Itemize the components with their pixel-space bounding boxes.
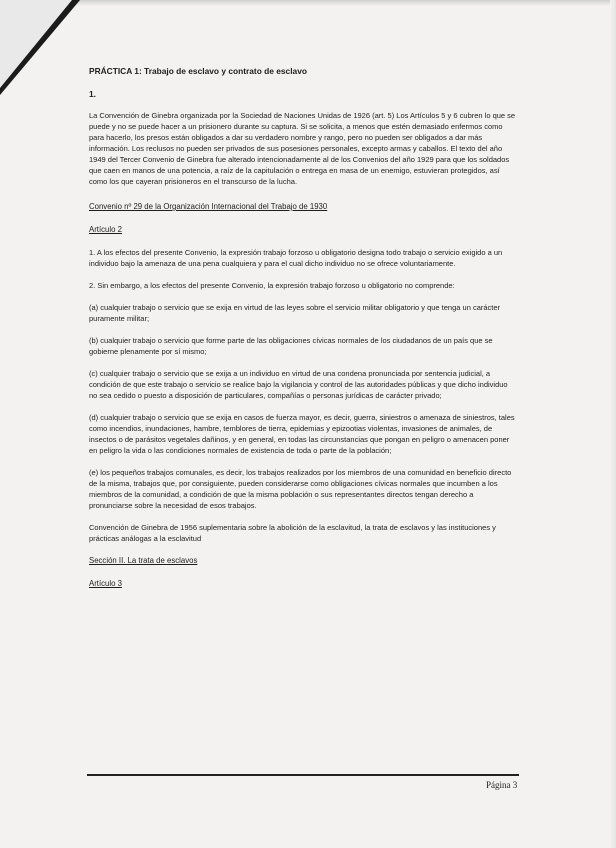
section-2-heading: Sección II. La trata de esclavos: [89, 556, 198, 565]
list-item-c: (c) cualquier trabajo o servicio que se exija a un individuo en virtud de una condena pronunciada por sentencia judicial, a condición de que este trabajo o servicio se realice bajo la vigilancia y control de las autoridades públicas y que dicho individuo no sea cedido o puesto a disposición de particulares, compañías o personas jurídicas de carácter privado;: [89, 369, 508, 400]
list-item-e: (e) los pequeños trabajos comunales, es decir, los trabajos realizados por los miembros de una comunidad en beneficio directo de la misma, trabajos que, por consiguiente, pueden considerarse como obligaciones cívicas normales que incumben a los miembros de la comunidad, a condición de que la misma población o sus representantes directos tengan derecho a pronunciarse sobre la necesidad de esos trabajos.: [89, 468, 512, 510]
intro-paragraph: La Convención de Ginebra organizada por la Sociedad de Naciones Unidas de 1926 (art. 5) Los Artículos 5 y 6 cubren lo que se puede y no se puede hacer a un prisionero durante su captura. Si se solicita, a menos que estén demasiado enfermos como para hacerlo, los presos están obligados a dar su verdadero nombre y rango, pero no pueden ser obligados a dar más información. Los reclusos no pueden ser privados de sus posesiones personales, excepto armas y caballos. El texto del año 1949 del Tercer Convenio de Ginebra fue alterado intencionadamente al de los Convenios del año 1929 para que los soldados que caen en manos de una potencia, a raíz de la capitulación o entrega en masa de un enemigo, estuvieran protegidos, así como los que cayeran prisioneros en el transcurso de la lucha.: [89, 111, 516, 186]
article-2-heading: Artículo 2: [89, 225, 122, 234]
article-3-heading: Artículo 3: [89, 579, 122, 588]
list-item-b: (b) cualquier trabajo o servicio que forme parte de las obligaciones cívicas normales de los ciudadanos de un país que se gobierne plenamente por sí mismo;: [89, 336, 493, 356]
article-2-paragraph-2: 2. Sin embargo, a los efectos del presente Convenio, la expresión trabajo forzoso u obligatorio no comprende:: [89, 281, 455, 290]
page-folded-corner: [0, 0, 72, 88]
document-title: PRÁCTICA 1: Trabajo de esclavo y contrato de esclavo: [89, 66, 307, 76]
convencion-1956-paragraph: Convención de Ginebra de 1956 suplementaria sobre la abolición de la esclavitud, la trata de esclavos y las instituciones y prácticas análogas a la esclavitud: [89, 523, 496, 543]
scan-right-shadow: [610, 0, 616, 848]
convenio-heading: Convenio nº 29 de la Organización Internacional del Trabajo de 1930: [89, 202, 328, 211]
document-body: [89, 66, 517, 601]
list-item-a: (a) cualquier trabajo o servicio que se exija en virtud de las leyes sobre el servicio militar obligatorio y que tenga un carácter puramente militar;: [89, 303, 501, 323]
footer-rule: [87, 774, 519, 776]
article-2-paragraph-1: 1. A los efectos del presente Convenio, la expresión trabajo forzoso u obligatorio designa todo trabajo o servicio exigido a un individuo bajo la amenaza de una pena cualquiera y para el cual dicho individuo no se ofrece voluntariamente.: [89, 248, 503, 268]
section-number: 1.: [89, 89, 96, 99]
list-item-d: (d) cualquier trabajo o servicio que se exija en casos de fuerza mayor, es decir, guerra, siniestros o amenaza de siniestros, tales como incendios, inundaciones, hambre, temblores de tierra, epidemias y epizootias violentas, invasiones de animales, de insectos o de parásitos vegetales dañinos, y en general, en todas las circunstancias que pongan en peligro o amenacen poner en peligro la vida o las condiciones normales de existencia de toda o parte de la población;: [89, 413, 515, 455]
scan-top-edge: [0, 0, 616, 6]
page-number: Página 3: [486, 780, 518, 790]
